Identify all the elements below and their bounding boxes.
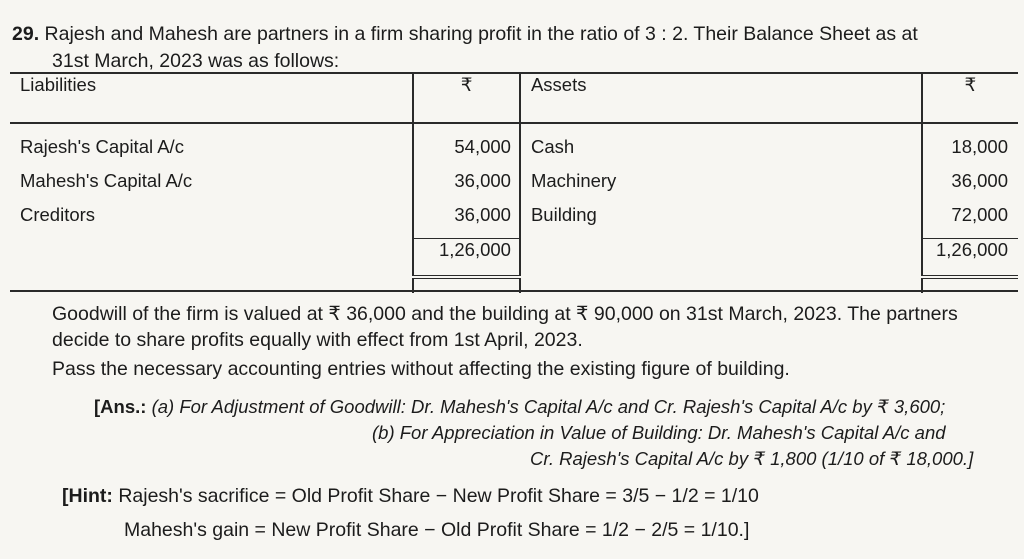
answer-label: [Ans.: xyxy=(94,396,147,417)
header-liabilities-amount: ₹ xyxy=(413,73,520,123)
hint-line-1 xyxy=(62,482,759,510)
hint-line-1-text: Rajesh's sacrifice = Old Profit Share − New Profit Share = 3/5 − 1/2 = 1/10 xyxy=(118,485,759,507)
instruction-text: Pass the necessary accounting entries without affecting the existing figure of building. xyxy=(52,358,790,380)
asset-amount: 36,000 xyxy=(922,170,1018,204)
assets-total: 1,26,000 xyxy=(922,239,1018,278)
question-number: 29. xyxy=(12,23,40,45)
liability-amount: 36,000 xyxy=(413,204,520,239)
answer-line-b2: Cr. Rajesh's Capital A/c by ₹ 1,800 (1/10 of ₹ 18,000.] xyxy=(530,448,974,469)
table-row xyxy=(10,170,1018,204)
hint-line-2: Mahesh's gain = New Profit Share − Old Profit Share = 1/2 − 2/5 = 1/10.] xyxy=(124,519,750,541)
goodwill-paragraph-line-2: decide to share profits equally with effect from 1st April, 2023. xyxy=(52,329,583,351)
balance-sheet-header-row xyxy=(10,73,1018,123)
asset-name: Building xyxy=(530,204,597,225)
header-assets: Assets xyxy=(520,73,922,123)
asset-amount: 18,000 xyxy=(922,123,1018,170)
totals-row xyxy=(10,239,1018,278)
answer-line-b1: (b) For Appreciation in Value of Building: Dr. Mahesh's Capital A/c and xyxy=(372,422,946,443)
table-row xyxy=(10,123,1018,170)
header-liabilities: Liabilities xyxy=(10,73,413,123)
answer-a-text: (a) For Adjustment of Goodwill: Dr. Mahesh's Capital A/c and Cr. Rajesh's Capital A/c by ₹ 3,600; xyxy=(151,396,946,417)
goodwill-paragraph-line-1: Goodwill of the firm is valued at ₹ 36,000 and the building at ₹ 90,000 on 31st March, 2023. The partners xyxy=(52,303,958,325)
liability-name: Mahesh's Capital A/c xyxy=(20,170,193,191)
balance-sheet-table xyxy=(10,72,1018,293)
question-line-1: Rajesh and Mahesh are partners in a firm sharing profit in the ratio of 3 : 2. Their Balance Sheet as at xyxy=(44,23,918,45)
answer-line-a xyxy=(94,394,945,420)
liability-amount: 36,000 xyxy=(413,170,520,204)
question-text xyxy=(12,20,1012,48)
asset-amount: 72,000 xyxy=(922,204,1018,239)
question-line-2: 31st March, 2023 was as follows: xyxy=(52,50,340,72)
table-bottom-rule xyxy=(10,290,1018,292)
liability-name: Creditors xyxy=(20,204,96,225)
header-assets-amount: ₹ xyxy=(922,73,1018,123)
liabilities-total: 1,26,000 xyxy=(413,239,520,278)
asset-name: Machinery xyxy=(530,170,617,191)
table-row xyxy=(10,204,1018,239)
liability-name: Rajesh's Capital A/c xyxy=(20,136,184,157)
hint-label: [Hint: xyxy=(62,485,113,507)
asset-name: Cash xyxy=(530,136,575,157)
liability-amount: 54,000 xyxy=(413,123,520,170)
